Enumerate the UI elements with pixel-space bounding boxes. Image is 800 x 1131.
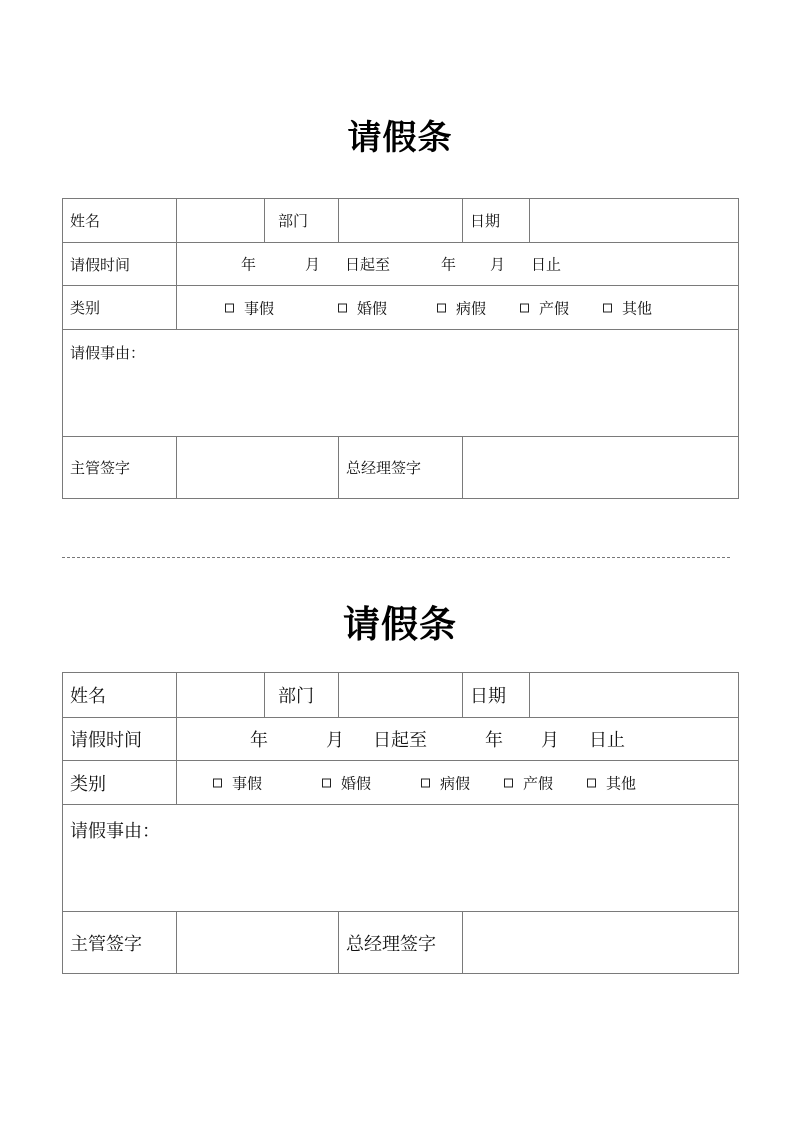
supervisor-sign-field[interactable]: [177, 437, 339, 499]
name-label: 姓名: [63, 199, 177, 243]
category-option-personal[interactable]: 事假: [213, 772, 262, 793]
checkbox-icon: [322, 778, 331, 787]
period-label: 请假时间: [63, 718, 177, 761]
date-field[interactable]: [530, 673, 739, 718]
cut-line-divider: [62, 557, 730, 558]
period-year-start: 年: [241, 255, 257, 274]
checkbox-icon: [504, 778, 513, 787]
period-day-start: 日起至: [345, 255, 391, 274]
category-option-personal[interactable]: 事假: [225, 297, 274, 318]
category-label: 类别: [63, 761, 177, 805]
category-option-marriage[interactable]: 婚假: [322, 772, 371, 793]
gm-sign-label: 总经理签字: [339, 437, 463, 499]
period-month-end: 月: [541, 730, 559, 751]
category-options: [177, 761, 739, 805]
dept-field[interactable]: [339, 673, 463, 718]
date-label: 日期: [463, 199, 530, 243]
name-field[interactable]: [177, 199, 265, 243]
checkbox-icon: [421, 778, 430, 787]
dept-field[interactable]: [339, 199, 463, 243]
category-option-maternity[interactable]: 产假: [520, 297, 569, 318]
period-year-end: 年: [441, 255, 457, 274]
date-field[interactable]: [530, 199, 739, 243]
period-month-end: 月: [490, 255, 506, 274]
period-label: 请假时间: [63, 243, 177, 286]
reason-label: 请假事由：: [70, 344, 146, 362]
checkbox-icon: [437, 303, 446, 312]
period-year-start: 年: [250, 730, 268, 751]
period-month-start: 月: [326, 730, 344, 751]
leave-form-table: [62, 672, 739, 974]
reason-label: 请假事由：: [70, 821, 160, 842]
checkbox-icon: [225, 303, 234, 312]
name-field[interactable]: [177, 673, 265, 718]
category-option-maternity[interactable]: 产假: [504, 772, 553, 793]
checkbox-icon: [520, 303, 529, 312]
period-day-end: 日止: [531, 255, 562, 274]
checkbox-icon: [587, 778, 596, 787]
category-option-other[interactable]: 其他: [587, 772, 636, 793]
period-field[interactable]: [177, 718, 739, 761]
period-field[interactable]: [177, 243, 739, 286]
name-label: 姓名: [63, 673, 177, 718]
category-option-sick[interactable]: 病假: [437, 297, 486, 318]
checkbox-icon: [338, 303, 347, 312]
reason-field[interactable]: [63, 330, 739, 437]
gm-sign-field[interactable]: [463, 437, 739, 499]
date-label: 日期: [463, 673, 530, 718]
form-title: 请假条: [343, 603, 457, 646]
category-option-sick[interactable]: 病假: [421, 772, 470, 793]
gm-sign-label: 总经理签字: [339, 912, 463, 974]
period-day-start: 日起至: [373, 730, 427, 751]
dept-label: 部门: [265, 199, 339, 243]
category-option-marriage[interactable]: 婚假: [338, 297, 387, 318]
dept-label: 部门: [265, 673, 339, 718]
checkbox-icon: [213, 778, 222, 787]
supervisor-sign-label: 主管签字: [63, 437, 177, 499]
period-day-end: 日止: [589, 730, 625, 751]
supervisor-sign-field[interactable]: [177, 912, 339, 974]
category-option-other[interactable]: 其他: [603, 297, 652, 318]
form-title: 请假条: [347, 118, 453, 158]
supervisor-sign-label: 主管签字: [63, 912, 177, 974]
reason-field[interactable]: [63, 805, 739, 912]
period-year-end: 年: [485, 730, 503, 751]
category-options: [177, 286, 739, 330]
gm-sign-field[interactable]: [463, 912, 739, 974]
checkbox-icon: [603, 303, 612, 312]
category-label: 类别: [63, 286, 177, 330]
period-month-start: 月: [305, 255, 321, 274]
leave-form-table: [62, 198, 739, 499]
